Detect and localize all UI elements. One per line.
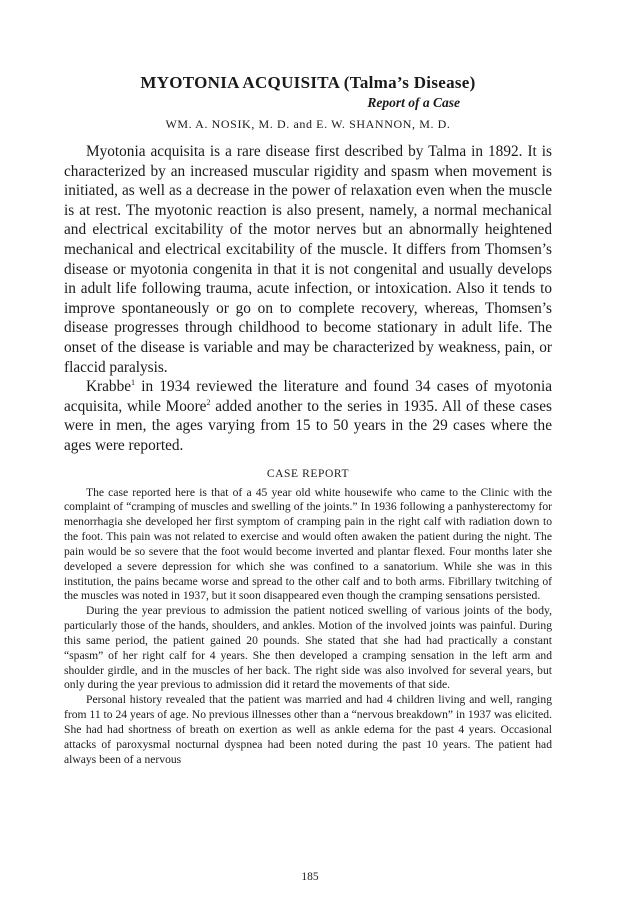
case-paragraph: The case reported here is that of a 45 year old white housewife who came to the Clinic with the complaint of “cramping of muscles and swelling of the joints.” In 1936 following a panhysterectomy for menorrhagia she developed her first symptom of cramping pain in the right calf with radiation down to the foot. This pain was not related to exercise and would often awaken the patient during the night. The pain would be so severe that the foot would become inverted and plantar flexed. Four months later she developed a severe depression for which she was confined to a sanatorium. While she was in this institution, the pains became worse and spread to the other calf and to both arms. Fibrillary twitching of the muscles was noted in 1937, but it soon disappeared even though the cramping sensations persisted.	[64, 485, 552, 603]
section-heading-case-report: CASE REPORT	[266, 467, 350, 480]
krabbe-text-2: in 1934 reviewed the literature and found 34 cases of myotonia acquisita, while Moore	[64, 378, 552, 415]
krabbe-text-3: added another to the series in 1935. All of these cases were in men, the ages varying from 15 to 50 years in the 29 cases where the ages were reported.	[64, 397, 553, 454]
article	[64, 72, 552, 768]
article-subtitle: Report of a Case	[367, 95, 460, 110]
krabbe-text-1: Krabbe	[86, 378, 132, 396]
page-number: 185	[301, 871, 319, 883]
article-authors: WM. A. NOSIK, M. D. and E. W. SHANNON, M. D.	[165, 117, 451, 131]
case-paragraph: During the year previous to admission the patient noticed swelling of various joints of the body, particularly those of the hands, shoulders, and ankles. Motion of the involved joints was painful. During this same period, the patient gained 20 pounds. She stated that she had had practically a constant “spasm” of her right calf for 4 years. She then developed a cramping sensation in the left arm and shoulder girdle, and in the muscles of her back. The right side was also involved for several years, but only during the year previous to admission did it retard the movements of that side.	[64, 604, 552, 692]
intro-paragraph: Myotonia acquisita is a rare disease first described by Talma in 1892. It is characterized by an increased muscular rigidity and spasm when movement is initiated, as well as a decrease in the power of relaxation even when the muscle is at rest. The myotonic reaction is also present, namely, a normal mechanical and electrical excitability of the motor nerves but an abnormally heightened mechanical and electrical excitability of the muscle. It differs from Thomsen’s disease or myotonia congenita in that it is not congenital and usually develops in adult life following trauma, acute infection, or intoxication. Also it tends to improve spontaneously or go on to complete recovery, whereas, Thomsen’s disease progresses through childhood to become stationary in adult life. The onset of the disease is variable and may be characterized by weakness, pain, or flaccid paralysis.	[64, 143, 552, 376]
krabbe-paragraph	[64, 377, 552, 455]
reference-1: 1	[131, 378, 136, 388]
reference-2: 2	[206, 397, 211, 407]
case-paragraph: Personal history revealed that the patient was married and had 4 children living and well, ranging from 11 to 24 years of age. No previous illnesses other than a “nervous breakdown” in 1937 was elicited. She had had shortness of breath on exertion as well as ankle edema for the past 4 years. Occasional attacks of paroxysmal nocturnal dyspnea had been noted during the past 10 years. The patient had always been of a nervous	[64, 693, 552, 766]
article-title: MYOTONIA ACQUISITA (Talma’s Disease)	[140, 73, 476, 92]
